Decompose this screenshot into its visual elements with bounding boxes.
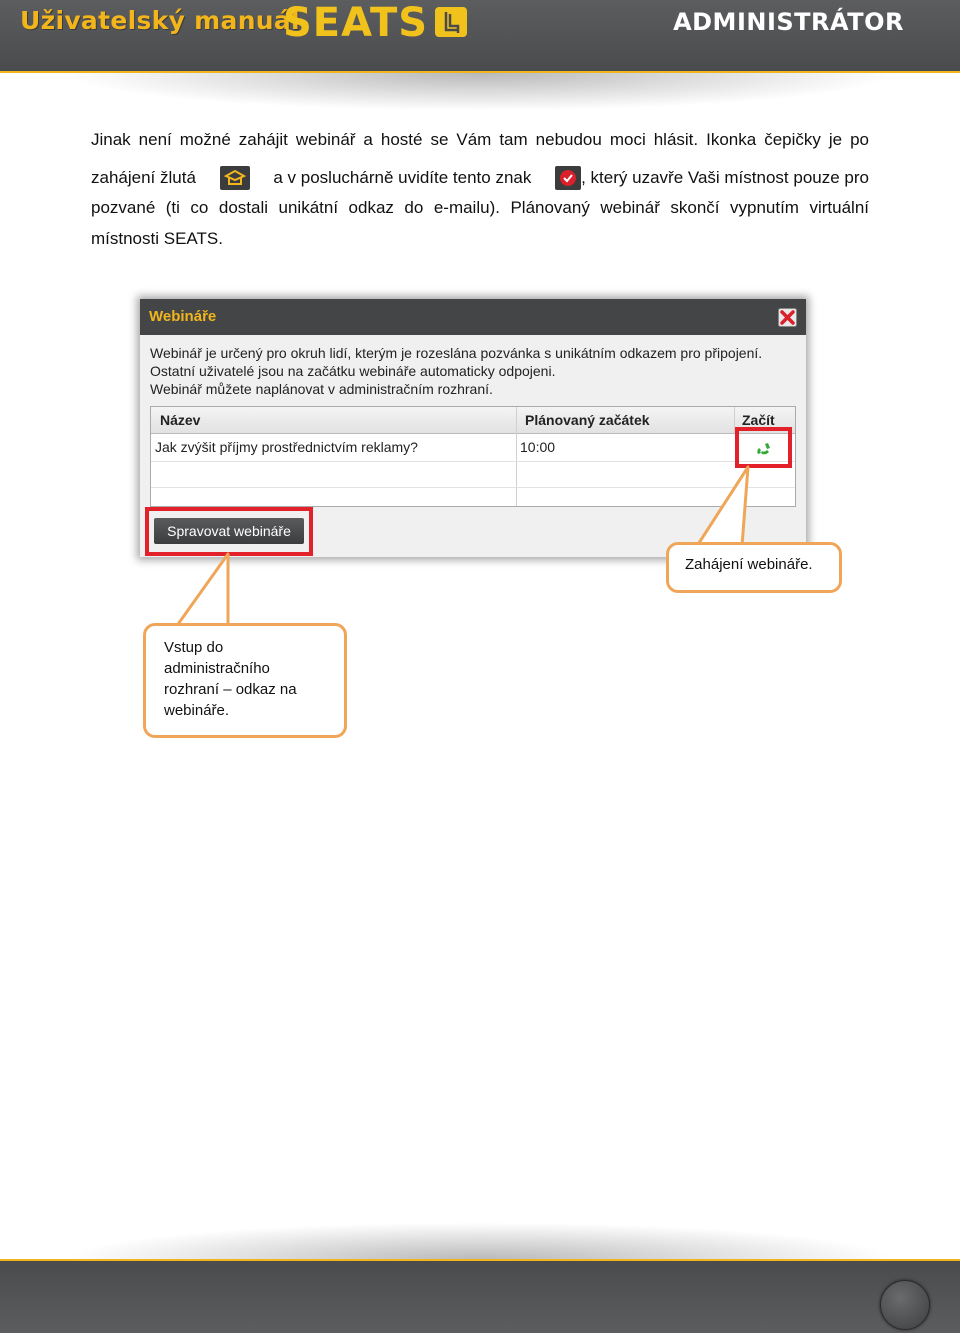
dialog-titlebar	[140, 299, 806, 335]
table-header	[151, 407, 795, 434]
start-callout-text: Zahájení webináře.	[685, 556, 813, 573]
intro-line-2-part-a: zahájení žlutá	[91, 168, 196, 187]
page-header	[0, 0, 960, 73]
dialog-description	[150, 344, 800, 398]
intro-line-1: Jinak není možné zahájit webinář a hosté se Vám tam nebudou moci hlásit. Ikonka čepičky je po	[91, 130, 869, 149]
webinar-table	[150, 406, 796, 507]
role-title: ADMINISTRÁTOR	[673, 8, 904, 36]
start-callout	[666, 542, 842, 593]
yellow-cap-icon	[220, 166, 250, 190]
column-header-name[interactable]: Název	[160, 412, 201, 428]
admin-callout-line-4: webináře.	[164, 702, 230, 719]
intro-line-4: místnosti SEATS.	[91, 229, 223, 248]
intro-line-2-part-b: a v posluchárně uvidíte tento znak	[273, 168, 532, 187]
dialog-desc-line-1: Webinář je určený pro okruh lidí, kterým je rozeslána pozvánka s unikátním odkazem pro připojení.	[150, 345, 763, 361]
page-number-badge	[880, 1280, 930, 1330]
dialog-title: Webináře	[149, 308, 217, 325]
row-divider	[151, 461, 795, 462]
intro-line-3: pozvané (ti co dostali unikátní odkaz do e-mailu). Plánovaný webinář skončí vypnutím virtuální	[91, 198, 869, 217]
manage-webinars-button[interactable]: Spravovat webináře	[154, 518, 304, 544]
seats-logo: SEATS	[283, 0, 429, 46]
page-footer	[0, 1259, 960, 1333]
manage-highlight-box	[145, 507, 313, 556]
intro-line-2	[91, 166, 869, 190]
lock-sign-icon	[555, 166, 581, 190]
header-shadow	[60, 73, 900, 111]
seat-logo-icon	[434, 6, 468, 38]
footer-shadow	[60, 1222, 900, 1260]
row-divider	[151, 487, 795, 488]
admin-callout-line-2: administračního	[164, 660, 270, 677]
manual-title: Uživatelský manuál	[20, 6, 300, 35]
column-header-action[interactable]: Začít	[742, 412, 775, 428]
webinar-name: Jak zvýšit příjmy prostřednictvím reklamy?	[155, 439, 418, 455]
admin-callout	[143, 623, 347, 738]
column-header-start[interactable]: Plánovaný začátek	[525, 412, 650, 428]
intro-line-2-part-c: , který uzavře Vaši místnost pouze pro	[581, 168, 869, 187]
webinar-start-time: 10:00	[520, 439, 556, 455]
dialog-desc-line-2: Ostatní uživatelé jsou na začátku webináře automaticky odpojeni.	[150, 363, 556, 379]
column-divider	[516, 407, 517, 506]
start-highlight-box	[735, 427, 792, 468]
admin-callout-line-1: Vstup do	[164, 639, 224, 656]
close-icon[interactable]	[778, 308, 797, 327]
admin-callout-line-3: rozhraní – odkaz na	[164, 681, 297, 698]
dialog-desc-line-3: Webinář můžete naplánovat v administračním rozhraní.	[150, 381, 493, 397]
